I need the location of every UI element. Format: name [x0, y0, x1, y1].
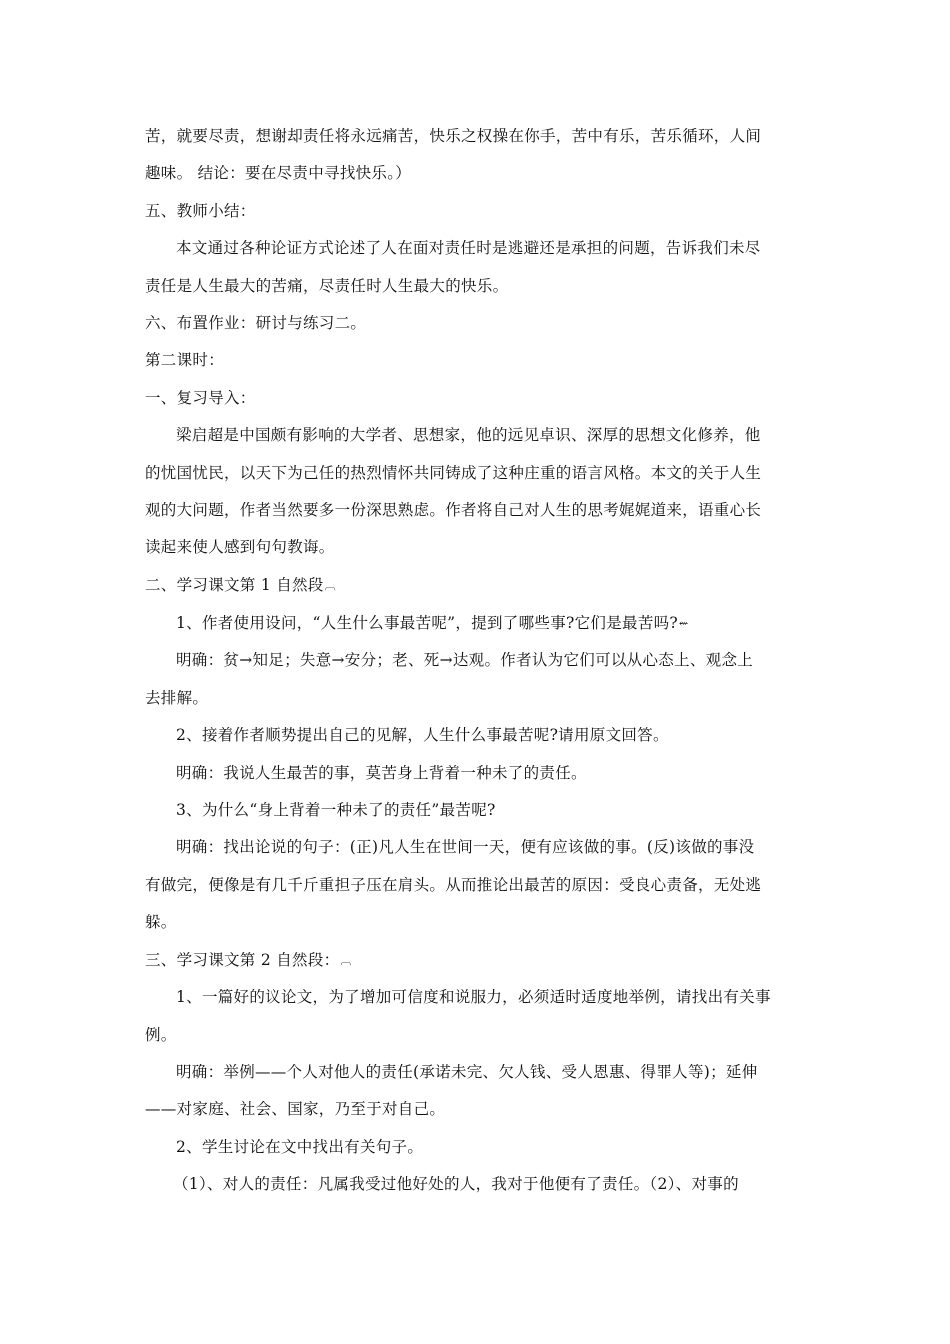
text-line: 有做完，便像是有几千斤重担子压在肩头。从而推论出最苦的原因：受良心责备，无处逃: [145, 875, 762, 894]
bracket-mark-icon: ︹: [324, 579, 336, 593]
section-heading-text: 二、学习课文第 1 自然段: [145, 575, 324, 594]
text-line: 观的大问题，作者当然要多一份深思熟虑。作者将自己对人生的思考娓娓道来，语重心长: [145, 501, 762, 520]
document-page: [145, 118, 810, 1204]
question-text: 1、作者使用设问，“人生什么事最苦呢”，提到了哪些事?它们是最苦吗?: [176, 613, 679, 632]
text-line: 读起来使人感到句句教诲。: [145, 538, 335, 557]
text-line: 明确：找出论说的句子：(正)凡人生在世间一天，便有应该做的事。(反)该做的事没: [176, 838, 755, 857]
text-line: 责任是人生最大的苦痛，尽责任时人生最大的快乐。: [145, 276, 509, 295]
text-line: 明确：我说人生最苦的事，莫苦身上背着一种未了的责任。: [176, 763, 587, 782]
text-line: 例。: [145, 1025, 177, 1044]
section-heading: 六、布置作业：研讨与练习二。: [145, 314, 367, 333]
section-heading: 一、复习导入：: [145, 388, 256, 407]
text-line: 躲。: [145, 913, 177, 932]
text-line: 的忧国忧民，以天下为己任的热烈情怀共同铸成了这种庄重的语言风格。本文的关于人生: [145, 463, 762, 482]
section-heading: [145, 567, 810, 605]
text-line: 去排解。: [145, 688, 209, 707]
text-line: 3、为什么“身上背着一种未了的责任”最苦呢?: [176, 800, 496, 819]
section-heading: [145, 942, 810, 980]
section-heading: 五、教师小结：: [145, 201, 256, 220]
text-line: 明确：贫→知足；失意→安分；老、死→达观。作者认为它们可以从心态上、观念上: [176, 651, 754, 670]
text-line: 2、接着作者顺势提出自己的见解，人生什么事最苦呢?请用原文回答。: [176, 726, 669, 745]
text-line: （1）、对人的责任：凡属我受过他好处的人，我对于他便有了责任。（2）、对事的: [173, 1175, 739, 1194]
section-heading-text: 三、学习课文第 2 自然段：: [145, 950, 340, 969]
section-heading: 第二课时：: [145, 351, 225, 370]
text-line: 2、学生讨论在文中找出有关句子。: [176, 1137, 424, 1156]
text-line: 1、一篇好的议论文，为了增加可信度和说服力，必须适时适度地举例，请找出有关事: [176, 988, 771, 1007]
squiggle-mark-icon: ⇜: [679, 616, 689, 630]
text-line: 本文通过各种论证方式论述了人在面对责任时是逃避还是承担的问题，告诉我们未尽: [176, 239, 761, 258]
text-line: 明确：举例——个人对他人的责任(承诺未完、欠人钱、受人恩惠、得罪人等)；延伸: [176, 1063, 758, 1082]
text-line: ——对家庭、社会、国家，乃至于对自己。: [145, 1100, 446, 1119]
bracket-mark-icon: ︹: [340, 953, 352, 967]
text-line: 梁启超是中国颇有影响的大学者、思想家，他的远见卓识、深厚的思想文化修养，他: [176, 426, 761, 445]
text-line: [145, 605, 810, 643]
text-line: 趣味。 结论：要在尽责中寻找快乐。）: [145, 164, 412, 183]
text-line: 苦，就要尽责，想谢却责任将永远痛苦，快乐之权操在你手，苦中有乐，苦乐循环，人间: [145, 127, 762, 145]
